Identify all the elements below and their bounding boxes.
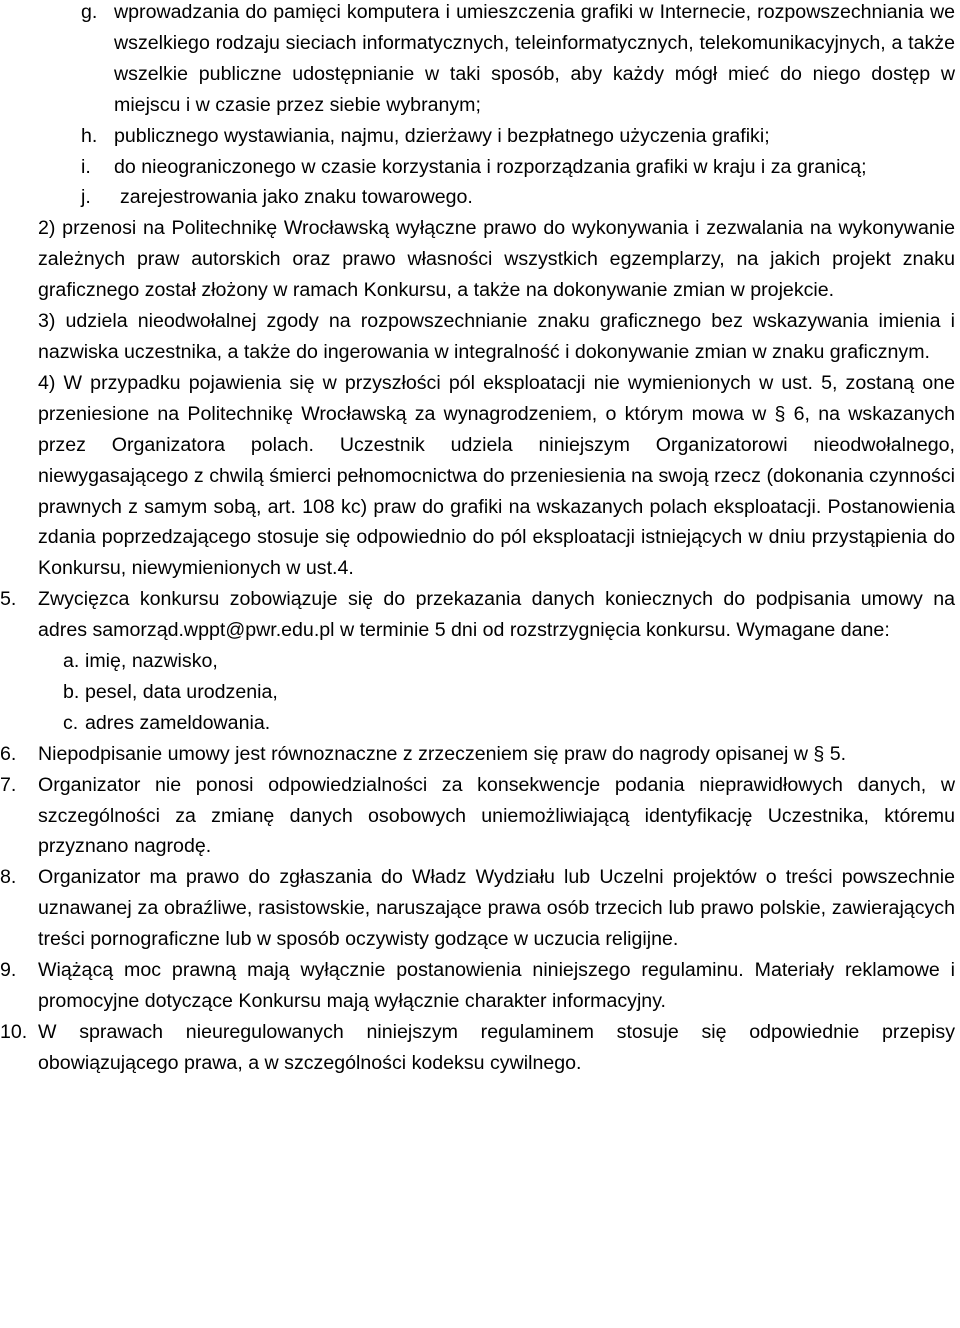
list-marker: h.: [81, 124, 98, 147]
list-item-h: [81, 121, 955, 152]
list-item-5a: [63, 646, 945, 677]
paragraph-3: 3) udziela nieodwołalnej zgody na rozpowszechnianie znaku graficznego bez wskazywania imienia i nazwiska uczestnika, a także do ingerowania w integralność i dokonywanie zmian w znaku graficznym.: [38, 310, 955, 363]
list-item-text: do nieograniczonego w czasie korzystania i rozporządzania grafiki w kraju i za granicą;: [114, 155, 867, 178]
list-item-10: [0, 1017, 955, 1079]
list-item-text: imię, nazwisko,: [85, 650, 218, 673]
list-item-text: Organizator nie ponosi odpowiedzialności za konsekwencje podania nieprawidłowych danych, w szczególności za zmianę danych osobowych uniemożliwiającą identyfikację Uczestnika, któremu przyznano nagrodę.: [38, 773, 955, 858]
paragraph-4: 4) W przypadku pojawienia się w przyszłości pól eksploatacji nie wymienionych w ust. 5, zostaną one przeniesione na Politechnikę Wrocławską za wynagrodzeniem, o którym mowa w § 6, na wskazanych przez Organizatora polach. Uczestnik udziela niniejszym Organizatorowi nieodwołalnego, niewygasającego z chwilą śmierci pełnomocnictwa do przeniesienia na swoją rzecz (dokonania czynności prawnych z samym sobą, art. 108 kc) praw do grafiki na wskazanych polach eksploatacji. Postanowienia zdania poprzedzającego stosuje się odpowiednio do pól eksploatacji istniejących w dniu przystąpienia do Konkursu, niewymienionych w ust.4.: [38, 371, 955, 580]
list-marker: 9.: [0, 959, 17, 982]
list-item-6: [0, 739, 955, 770]
list-marker: 5.: [0, 588, 17, 611]
list-marker: b.: [63, 680, 80, 703]
list-item-g: [81, 0, 955, 121]
list-item-5b: [63, 677, 945, 708]
list-marker: i.: [81, 155, 91, 178]
list-item-8: [0, 862, 955, 955]
list-marker: 6.: [0, 742, 17, 765]
list-item-text: Niepodpisanie umowy jest równoznaczne z zrzeczeniem się praw do nagrody opisanej w § 5.: [38, 742, 847, 765]
list-item-text: publicznego wystawiania, najmu, dzierżawy i bezpłatnego użyczenia grafiki;: [114, 124, 770, 147]
list-marker: a.: [63, 650, 80, 673]
list-marker: 7.: [0, 773, 17, 796]
list-item-j: [81, 182, 960, 213]
paragraph-2: 2) przenosi na Politechnikę Wrocławską wyłączne prawo do wykonywania i zezwalania na wykonywanie zależnych praw autorskich oraz prawo własności wszystkich egzemplarzy, na jakich projekt znaku graficznego został złożony w ramach Konkursu, a także na dokonywanie zmian w projekcie.: [38, 217, 955, 302]
list-item-5: [0, 584, 955, 646]
list-item-text: Zwycięzca konkursu zobowiązuje się do przekazania danych koniecznych do podpisania umowy na adres samorząd.wppt@pwr.edu.pl w terminie 5 dni od rozstrzygnięcia konkursu. Wymagane dane:: [38, 588, 955, 642]
list-item-text: zarejestrowania jako znaku towarowego.: [120, 186, 473, 209]
list-item-text: adres zameldowania.: [85, 711, 271, 734]
list-item-9: [0, 955, 955, 1017]
list-marker: c.: [63, 711, 79, 734]
list-item-5c: [63, 708, 945, 739]
list-item-text: Wiążącą moc prawną mają wyłącznie postanowienia niniejszego regulaminu. Materiały reklamowe i promocyjne dotyczące Konkursu mają wyłącznie charakter informacyjny.: [38, 959, 955, 1012]
list-marker: 10.: [0, 1020, 28, 1043]
list-item-text: pesel, data urodzenia,: [85, 680, 278, 703]
list-item-text: W sprawach nieuregulowanych niniejszym regulaminem stosuje się odpowiednie przepisy obowiązującego prawa, a w szczególności kodeksu cywilnego.: [38, 1020, 955, 1074]
list-marker: j.: [81, 186, 91, 209]
list-item-7: [0, 770, 955, 863]
list-marker: 8.: [0, 866, 17, 889]
list-marker: g.: [81, 1, 98, 23]
list-item-text: Organizator ma prawo do zgłaszania do Władz Wydziału lub Uczelni projektów o treści powszechnie uznawanej za obraźliwe, rasistowskie, naruszające prawa osób trzecich lub prawo polskie, zawierających treści pornograficzne lub w sposób oczywisty godzące w uczucia religijne.: [38, 866, 955, 951]
list-item-i: [81, 152, 955, 183]
list-item-text: wprowadzania do pamięci komputera i umieszczenia grafiki w Internecie, rozpowszechniania we wszelkiego rodzaju sieciach informatycznych, teleinformatycznych, telekomunikacyjnych, a także wszelkie publiczne udostępnianie w taki sposób, aby każdy mógł mieć do niego dostęp w miejscu i w czasie przez siebie wybranym;: [114, 1, 955, 116]
